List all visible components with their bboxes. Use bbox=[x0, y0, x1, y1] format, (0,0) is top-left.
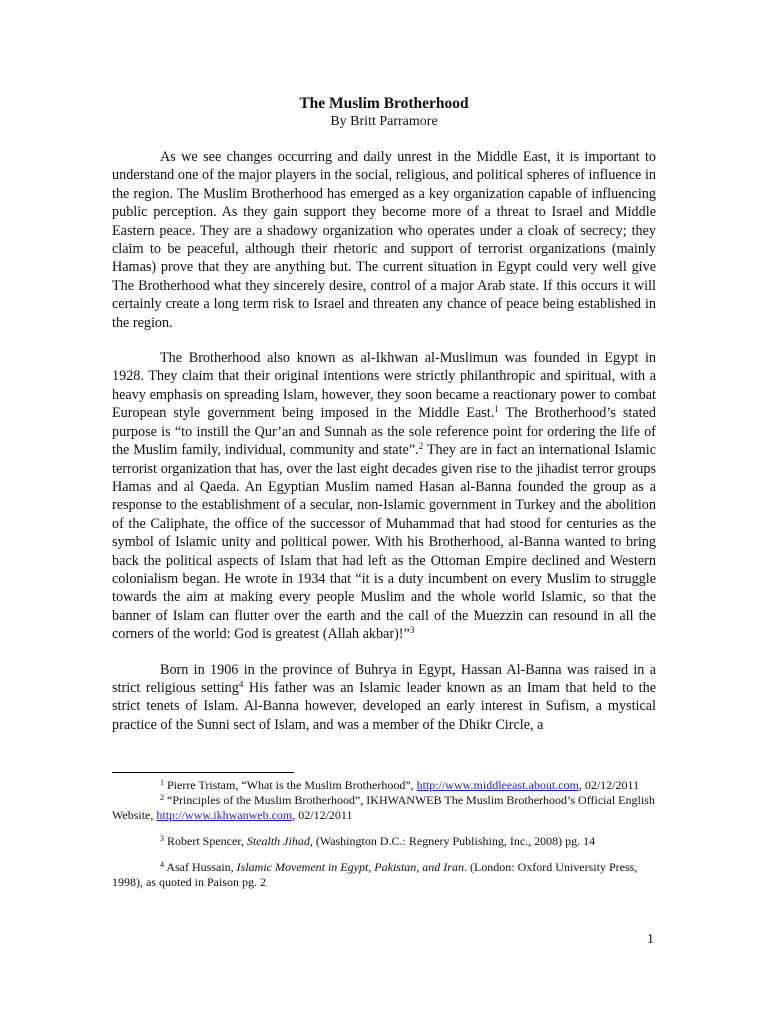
footnote-book-title: Stealth Jihad, bbox=[246, 834, 313, 848]
author-byline: By Britt Parramore bbox=[330, 114, 438, 129]
footnote-number: 3 bbox=[160, 834, 164, 843]
document-title: The Muslim Brotherhood bbox=[299, 95, 469, 112]
footnote-text: Pierre Tristam, “What is the Muslim Brotherhood”, bbox=[164, 778, 417, 792]
footnote-1 bbox=[112, 778, 656, 793]
footnote-author: Asaf Hussain, bbox=[164, 860, 237, 874]
paragraph-2-text-c: They are in fact an international Islamic terrorist organization that has, over the last eight decades given rise to the jihadist terror groups Hamas and al Qaeda. An Egyptian Muslim named Hasan al-Banna founded the group as a response to the establishment of a secular, non-Islamic government in Turkey and the abolition of the Caliphate, the office of the successor of Muhammad that had stood for centuries as the symbol of Islamic unity and political power. With his Brotherhood, al-Banna wanted to bring back the political aspects of Islam that had left as the Ottoman Empire declined and Western colonialism began. He wrote in 1934 that “it is a duty incumbent on every Muslim to struggle towards the aim at making every people Muslim and the whole world Islamic, so that the banner of Islam can flutter over the earth and the call of the Muezzin can resound in all the corners of the world: God is greatest (Allah akbar)!” bbox=[112, 442, 656, 643]
footnote-date: , 02/12/2011 bbox=[292, 808, 353, 822]
article-body bbox=[112, 95, 656, 751]
footnote-book-title: Islamic Movement in Egypt, Pakistan, and Iran bbox=[236, 860, 464, 874]
footnote-publication: (Washington D.C.: Regnery Publishing, Inc., 2008) pg. 14 bbox=[312, 834, 596, 848]
footnote-number: 4 bbox=[160, 860, 164, 869]
footnote-4 bbox=[112, 860, 656, 890]
page-number: 1 bbox=[647, 932, 654, 947]
footnote-link[interactable]: http://www.ikhwanweb.com bbox=[156, 808, 293, 822]
footnote-link[interactable]: http://www.middleeast.about.com bbox=[416, 778, 579, 792]
footnote-publication: . (London: Oxford University Press, 1998), as quoted in Paison pg. 2 bbox=[112, 860, 638, 889]
paragraph-2 bbox=[112, 349, 656, 644]
footnote-3 bbox=[112, 834, 656, 849]
paragraph-3-text-b: His father was an Islamic leader known as an Imam that held to the strict tenets of Islam. Al-Banna however, developed an early interest in Sufism, a mystical practice of the Sunni sect of Islam, and was a member of the Dhikr Circle, a bbox=[112, 679, 656, 733]
footnote-date: , 02/12/2011 bbox=[578, 778, 640, 792]
footnote-ref-4[interactable]: 4 bbox=[238, 678, 244, 689]
footnote-separator bbox=[112, 772, 294, 773]
paragraph-2-text-b: The Brotherhood’s stated purpose is “to instill the Qur’an and Sunnah as the sole reference point for ordering the life of the Muslim family, individual, community and state”. bbox=[112, 405, 656, 459]
footnote-text: “Principles of the Muslim Brotherhood”, IKHWANWEB The Muslim Brotherhood’s Official English Website, bbox=[112, 793, 655, 822]
footnote-number: 2 bbox=[160, 793, 164, 802]
paragraph-1: As we see changes occurring and daily unrest in the Middle East, it is important to understand one of the major players in the social, religious, and political spheres of influence in the region. The Muslim Brotherhood has emerged as a key organization capable of influencing public perception. As they gain support they become more of a threat to Israel and Middle Eastern peace. They are a shadowy organization who operates under a cloak of secrecy; they claim to be peaceful, although their rhetoric and support of terrorist organizations (mainly Hamas) prove that they are anything but. The current situation in Egypt could very well give The Brotherhood what they sincerely desire, control of a major Arab state. If this occurs it will certainly create a long term risk to Israel and threaten any chance of peace being established in the region. bbox=[112, 149, 656, 331]
paragraph-2-text-a: The Brotherhood also known as al-Ikhwan al-Muslimun was founded in Egypt in 1928. They claim that their original intentions were strictly philanthropic and spiritual, with a heavy emphasis on spreading Islam, however, they soon became a reactionary power to combat European style government being imposed in the Middle East. bbox=[112, 350, 656, 422]
paragraph-3 bbox=[112, 661, 656, 735]
footnote-ref-3[interactable]: 3 bbox=[409, 625, 415, 636]
footnote-number: 1 bbox=[160, 778, 164, 787]
footnote-ref-1[interactable]: 1 bbox=[494, 404, 499, 415]
footnote-ref-2[interactable]: 2 bbox=[418, 441, 424, 452]
footnote-author: Robert Spencer, bbox=[164, 834, 247, 848]
footnotes bbox=[112, 778, 656, 890]
paragraph-3-text-a: Born in 1906 in the province of Buhrya in Egypt, Hassan Al-Banna was raised in a strict religious setting bbox=[112, 661, 656, 696]
footnote-2 bbox=[112, 793, 656, 823]
